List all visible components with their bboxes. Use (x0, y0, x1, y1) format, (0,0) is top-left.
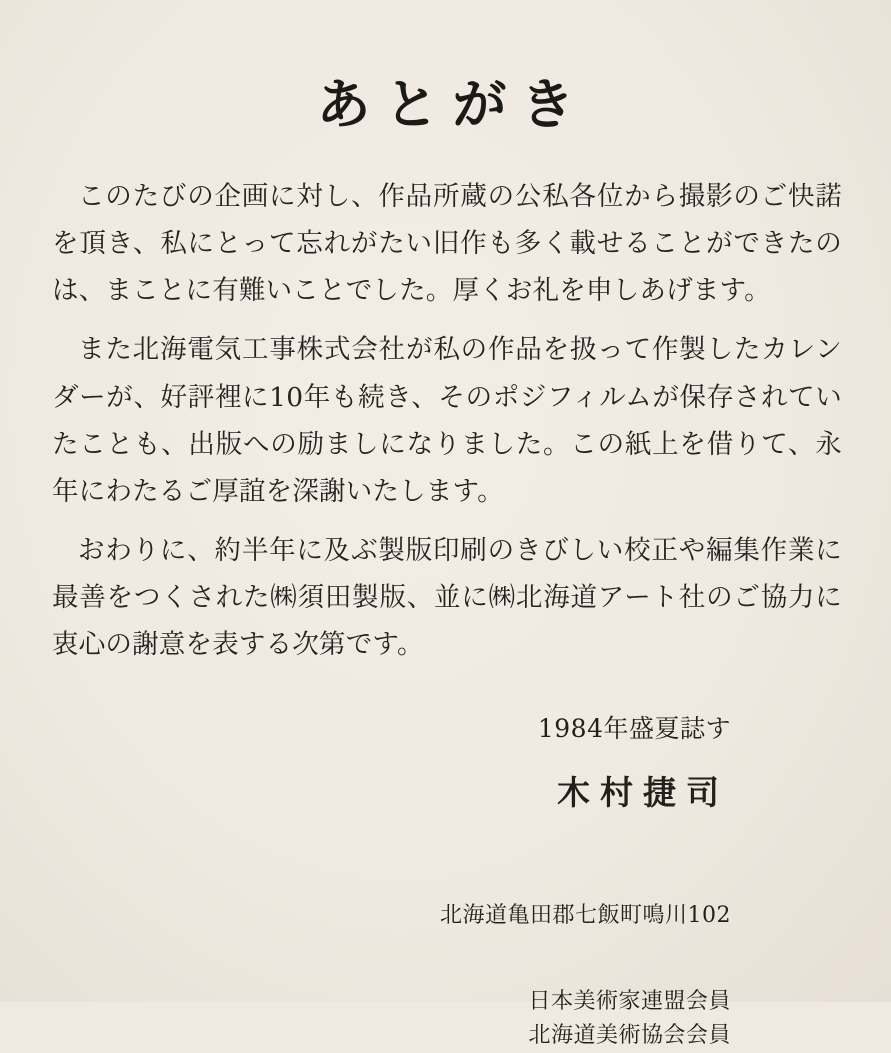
affiliation-item: 日本美術家連盟会員 (528, 988, 731, 1014)
body-text (52, 173, 842, 669)
author-affiliations (52, 985, 839, 1053)
paragraph-3: おわりに、約半年に及ぶ製版印刷のきびしい校正や編集作業に最善をつくされた㈱須田製版、並に㈱北海道アート社のご協力に衷心の謝意を表する次第です。 (52, 535, 842, 661)
paragraph-1: このたびの企画に対し、作品所蔵の公私各位から撮影のご快諾を頂き、私にとって忘れがたい旧作も多く載せることができたのは、まことに有難いことでした。厚くお礼を申しあげます。 (52, 181, 842, 307)
date-line: 1984年盛夏誌す (537, 713, 731, 743)
page-title: あとがき (316, 72, 589, 136)
paragraph-2: また北海電気工事株式会社が私の作品を扱って作製したカレンダーが、好評裡に10年も続き、そのポジフィルムが保存されていたことも、出版への励ましになりました。この紙上を借りて、永年にわたるご厚誼を深謝いたします。 (52, 334, 842, 507)
author-address: 北海道亀田郡七飯町鳴川102 (440, 902, 731, 928)
author-signature: 木村捷司 (557, 772, 729, 812)
affiliation-item: 北海道美術協会会員 (528, 1022, 731, 1048)
